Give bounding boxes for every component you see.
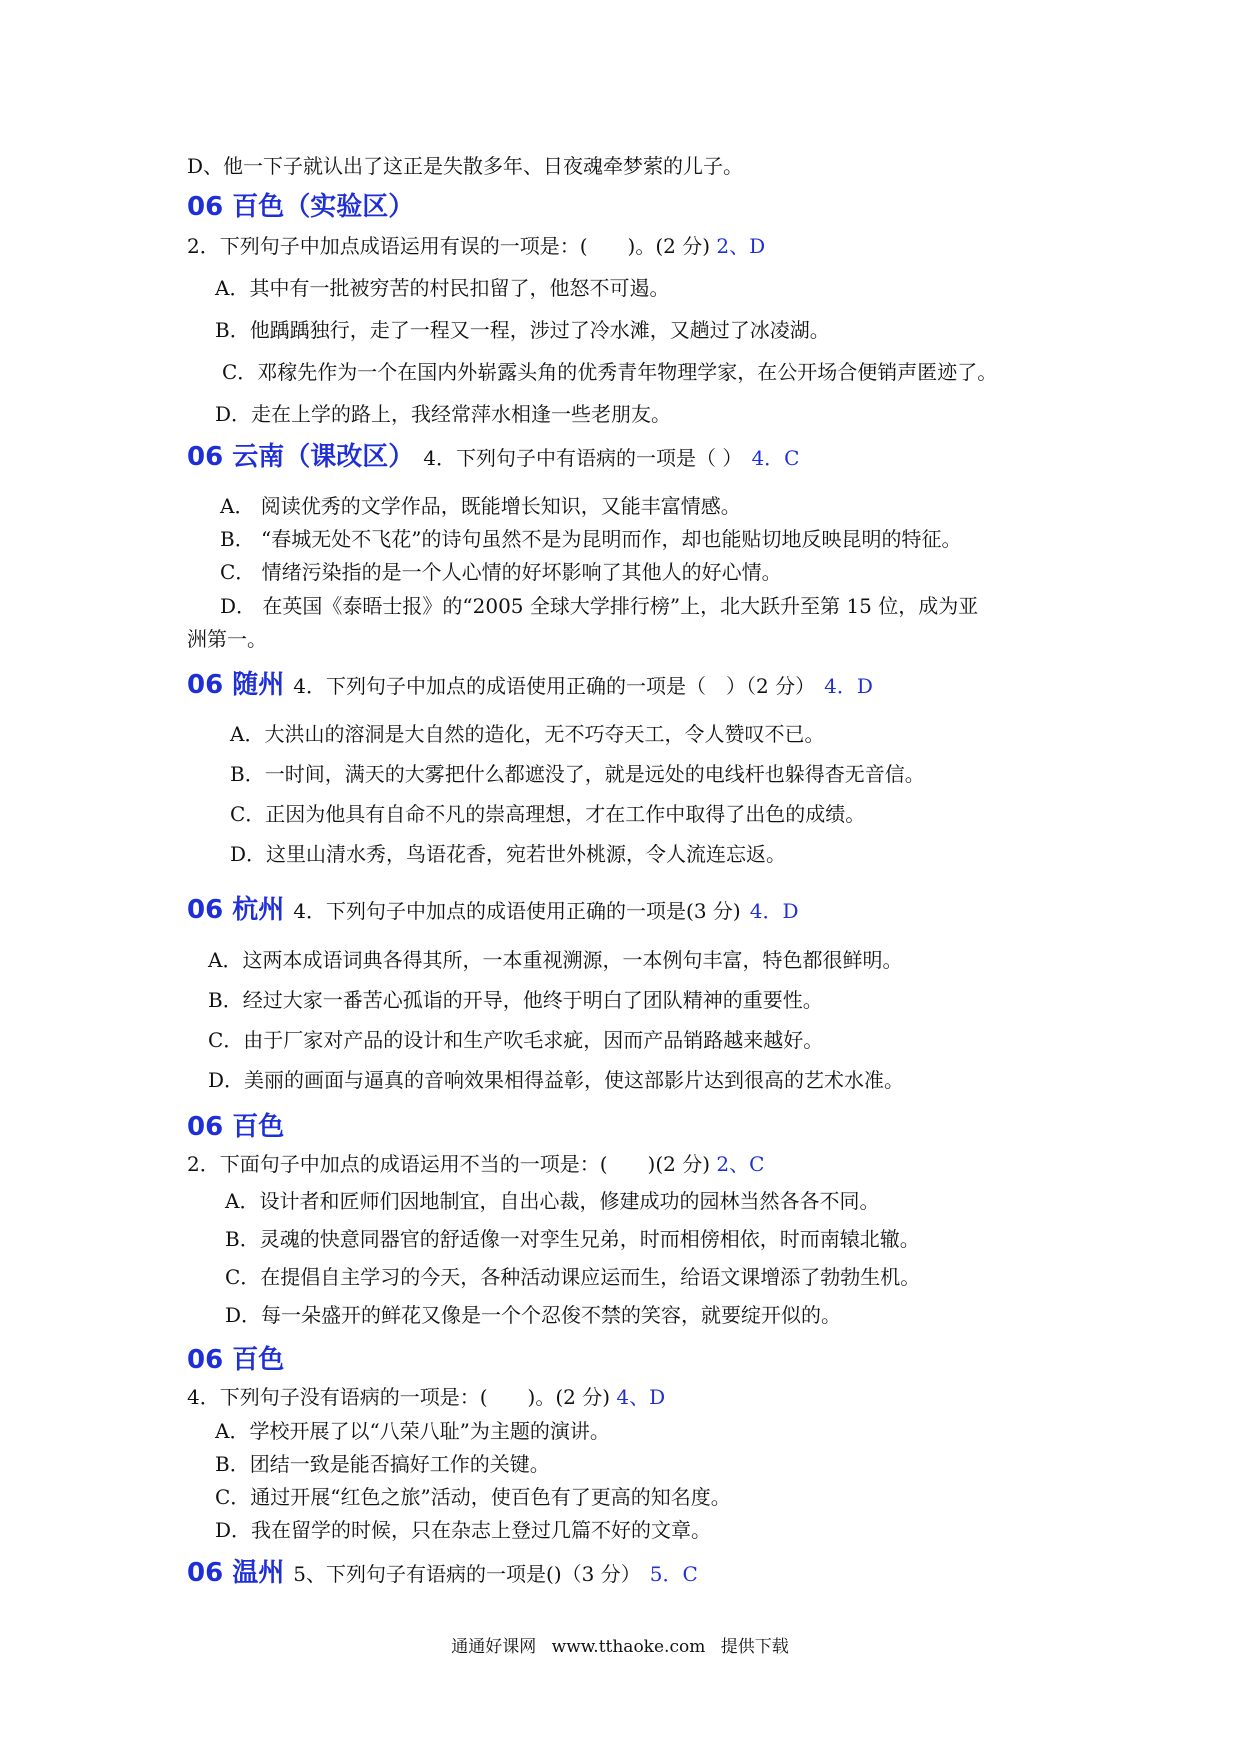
question-text: 4．下列句子中加点的成语使用正确的一项是(3 分) [293,899,741,923]
answer-key: 2、D [716,234,766,258]
section-heading-text: 06 杭州 [187,895,285,925]
question-option: B． “春城无处不飞花”的诗句虽然不是为昆明而作，却也能贴切地反映昆明的特征。 [220,527,962,551]
answer-key: 4．C [751,446,800,470]
question-option: D．每一朵盛开的鲜花又像是一个个忍俊不禁的笑容，就要绽开似的。 [225,1303,842,1327]
question-option: A．其中有一批被穷苦的村民扣留了，他怒不可遏。 [215,276,670,300]
question-option: A．学校开展了以“八荣八耻”为主题的演讲。 [215,1419,610,1443]
section-heading-text: 06 温州 [187,1558,285,1588]
question-stem [187,1383,665,1411]
answer-key: 4、D [616,1385,666,1409]
answer-key: 4．D [749,899,799,923]
question-option: B．灵魂的快意同器官的舒适像一对孪生兄弟，时而相傍相依，时而南辕北辙。 [225,1227,920,1251]
question-option: D．这里山清水秀，鸟语花香，宛若世外桃源，令人流连忘返。 [230,842,787,866]
question-option: D．美丽的画面与逼真的音响效果相得益彰，使这部影片达到很高的艺术水准。 [208,1068,905,1092]
question-text: 5、下列句子有语病的一项是()（3 分） [293,1562,641,1586]
question-option: D．我在留学的时候，只在杂志上登过几篇不好的文章。 [215,1518,712,1542]
question-stem [187,232,765,260]
question-option: C．在提倡自主学习的今天，各种活动课应运而生，给语文课增添了勃勃生机。 [225,1265,921,1289]
question-stem [187,1150,764,1178]
page-footer [0,1632,1240,1657]
question-option: C．由于厂家对产品的设计和生产吹毛求疵，因而产品销路越来越好。 [208,1028,824,1052]
section-heading: 06 百色（实验区） [187,192,415,222]
question-text: 4．下列句子中加点的成语使用正确的一项是（ ）（2 分） [293,674,816,698]
question-text: 4．下列句子没有语病的一项是：( )。(2 分) [187,1385,611,1409]
question-option: C．邓稼先作为一个在国内外崭露头角的优秀青年物理学家，在公开场合便销声匿迹了。 [222,360,998,384]
question-option: 洲第一。 [187,627,267,651]
question-option: C．正因为他具有自命不凡的崇高理想，才在工作中取得了出色的成绩。 [230,802,866,826]
question-option: B．一时间，满天的大雾把什么都遮没了，就是远处的电线杆也躲得杳无音信。 [230,762,925,786]
section-heading: 06 百色 [187,1112,285,1142]
question-option: B．团结一致是能否搞好工作的关键。 [215,1452,550,1476]
question-option: A．大洪山的溶洞是大自然的造化，无不巧夺天工，令人赞叹不已。 [230,722,825,746]
question-option: B．他踽踽独行，走了一程又一程，涉过了冷水滩，又趟过了冰凌湖。 [215,318,830,342]
footer-site-name: 通通好课网 [451,1637,537,1657]
section-heading [187,440,799,475]
answer-key: 5．C [649,1562,698,1586]
answer-key: 2、C [716,1152,765,1176]
answer-key: 4．D [824,674,873,698]
section-heading [187,1556,698,1591]
question-text: 2．下列句子中加点成语运用有误的一项是：( )。(2 分) [187,234,711,258]
question-option: C． 情绪污染指的是一个人心情的好坏影响了其他人的好心情。 [220,560,782,584]
question-option: A．设计者和匠师们因地制宜，自出心裁，修建成功的园林当然各各不同。 [225,1189,880,1213]
question-text: 2．下面句子中加点的成语运用不当的一项是：( )(2 分) [187,1152,711,1176]
section-heading: 06 百色 [187,1345,285,1375]
section-heading-text: 06 云南（课改区） [187,442,415,472]
section-heading [187,893,799,928]
section-heading [187,668,873,703]
question-option: B．经过大家一番苦心孤诣的开导，他终于明白了团队精神的重要性。 [208,988,823,1012]
question-option: D、他一下子就认出了这正是失散多年、日夜魂牵梦萦的儿子。 [187,154,744,178]
question-option: A． 阅读优秀的文学作品，既能增长知识，又能丰富情感。 [220,494,741,518]
question-option: D．走在上学的路上，我经常萍水相逢一些老朋友。 [215,402,672,426]
question-option: C．通过开展“红色之旅”活动，使百色有了更高的知名度。 [215,1485,731,1509]
section-heading-text: 06 随州 [187,670,285,700]
question-option: D． 在英国《泰晤士报》的“2005 全球大学排行榜”上，北大跃升至第 15 位，成为亚 [220,594,979,618]
footer-url: www.tthaoke.com [551,1637,706,1657]
footer-note: 提供下载 [720,1637,789,1657]
question-text: 4．下列句子中有语病的一项是（ ） [423,446,743,470]
question-option: A．这两本成语词典各得其所，一本重视溯源，一本例句丰富，特色都很鲜明。 [208,948,903,972]
